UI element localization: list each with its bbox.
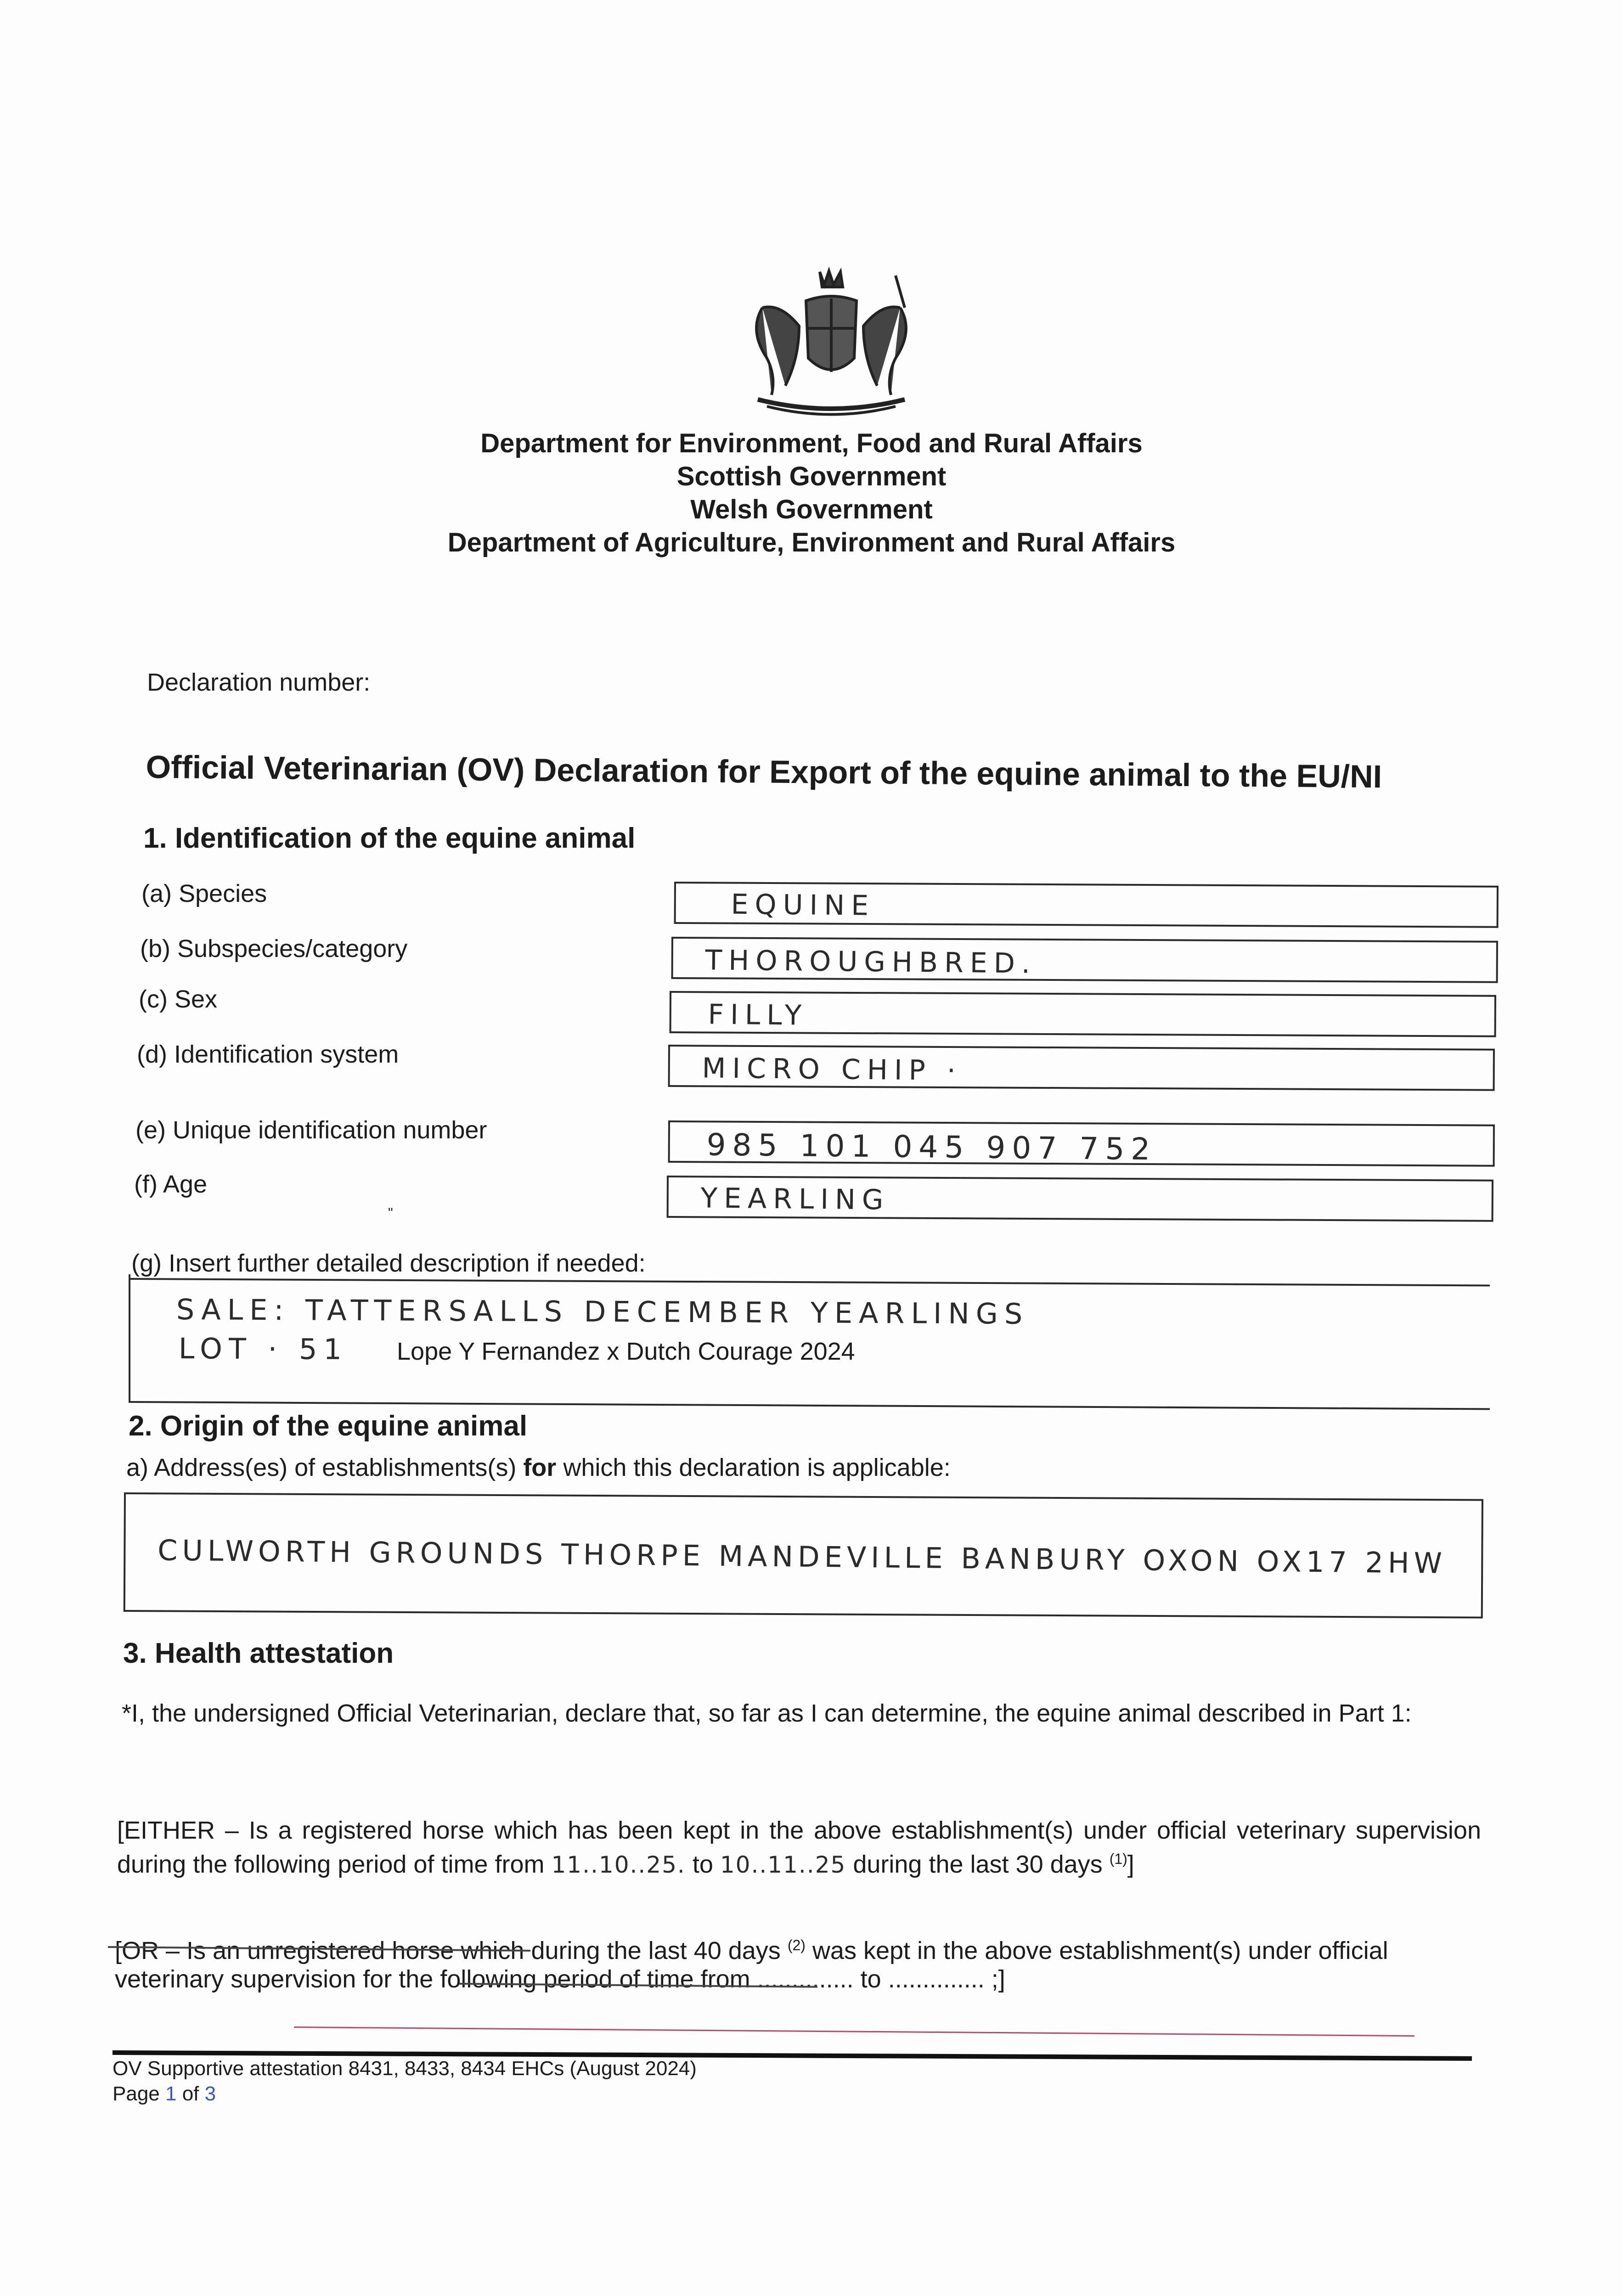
description-lot: LOT · 51 [178, 1332, 349, 1366]
age-field[interactable] [667, 1176, 1493, 1222]
description-top-border [130, 1278, 1490, 1286]
section2-heading: 2. Origin of the equine animal [129, 1410, 528, 1442]
footer-attestation: OV Supportive attestation 8431, 8433, 8434 EHCs (August 2024) [113, 2057, 697, 2080]
unique-id-label: (e) Unique identification number [135, 1116, 487, 1144]
either-close: ] [1127, 1851, 1134, 1878]
either-pre: [EITHER – Is a registered horse which has been kept in the above establishment(s) under official veterinary supervision during the following period of time from [117, 1817, 1481, 1878]
department-name: Department for Environment, Food and Rural Affairs [480, 428, 1143, 458]
unique-id-field[interactable] [668, 1120, 1495, 1167]
or-pre: [OR – Is an unregistered horse which during the last 40 days [115, 1937, 788, 1964]
description-bottom-border [130, 1401, 1490, 1410]
address-label-bold: for [523, 1454, 557, 1481]
either-mid: to [685, 1851, 720, 1878]
pen-stroke [294, 2026, 1414, 2037]
address-field[interactable] [124, 1492, 1483, 1618]
description-typed: Lope Y Fernandez x Dutch Courage 2024 [397, 1338, 855, 1365]
description-label: (g) Insert further detailed description if needed: [131, 1249, 646, 1277]
sex-value: FILLY [708, 998, 808, 1032]
unique-id-value: 985 101 045 907 752 [706, 1127, 1157, 1167]
form-title: Official Veterinarian (OV) Declaration for Export of the equine animal to the EU/NI [146, 749, 1382, 795]
page-total: 3 [204, 2082, 216, 2105]
identification-system-value: MICRO CHIP · [702, 1052, 963, 1087]
either-from-date: 11..10..25. [551, 1851, 686, 1878]
subspecies-label: (b) Subspecies/category [140, 935, 408, 962]
address-label-post: which this declaration is applicable: [556, 1454, 951, 1481]
identification-system-label: (d) Identification system [137, 1041, 399, 1068]
sex-field[interactable] [670, 991, 1496, 1037]
subspecies-field[interactable] [671, 937, 1498, 983]
age-value: YEARLING [700, 1182, 890, 1216]
department-names [0, 427, 1623, 559]
subspecies-value: THOROUGHBRED. [705, 944, 1037, 980]
section1-heading: 1. Identification of the equine animal [143, 822, 636, 854]
species-value: EQUINE [731, 888, 875, 922]
address-label-pre: a) Address(es) of establishments(s) [126, 1454, 524, 1481]
or-footnote-ref: (2) [787, 1937, 806, 1953]
either-to-date: 10..11..25 [720, 1851, 846, 1878]
species-label: (a) Species [141, 880, 267, 907]
age-label: (f) Age [134, 1171, 208, 1198]
department-name: Scottish Government [676, 461, 947, 491]
either-statement [117, 1816, 1481, 1879]
or-post: was kept in the above establishment(s) under official veterinary supervision for the following period of time from .............. to .............. ;] [115, 1937, 1388, 1993]
page-of: of [176, 2082, 205, 2105]
species-field[interactable] [674, 882, 1499, 928]
section3-heading: 3. Health attestation [123, 1638, 394, 1669]
attestation-intro: *I, the undersigned Official Veterinarian, declare that, so far as I can determine, the equine animal described in Part 1: [122, 1699, 1412, 1727]
tick-mark: " [388, 1205, 393, 1221]
description-line1: SALE: TATTERSALLS DECEMBER YEARLINGS [176, 1293, 1029, 1331]
either-post: during the last 30 days [846, 1851, 1110, 1878]
page-current: 1 [165, 2082, 177, 2105]
page-number [113, 2082, 216, 2105]
page-prefix: Page [113, 2082, 165, 2105]
description-field[interactable] [129, 1274, 1488, 1403]
or-statement [115, 1931, 1481, 1993]
declaration-number-label: Declaration number: [147, 669, 371, 696]
address-label [126, 1453, 951, 1482]
address-value: CULWORTH GROUNDS THORPE MANDEVILLE BANBURY OXON OX17 2HW [157, 1533, 1447, 1580]
royal-coat-of-arms-crest [730, 266, 932, 418]
department-name: Department of Agriculture, Environment and Rural Affairs [447, 528, 1176, 557]
sex-label: (c) Sex [139, 985, 218, 1013]
department-name: Welsh Government [690, 495, 933, 524]
identification-system-field[interactable] [668, 1045, 1495, 1091]
either-footnote-ref: (1) [1109, 1851, 1127, 1867]
